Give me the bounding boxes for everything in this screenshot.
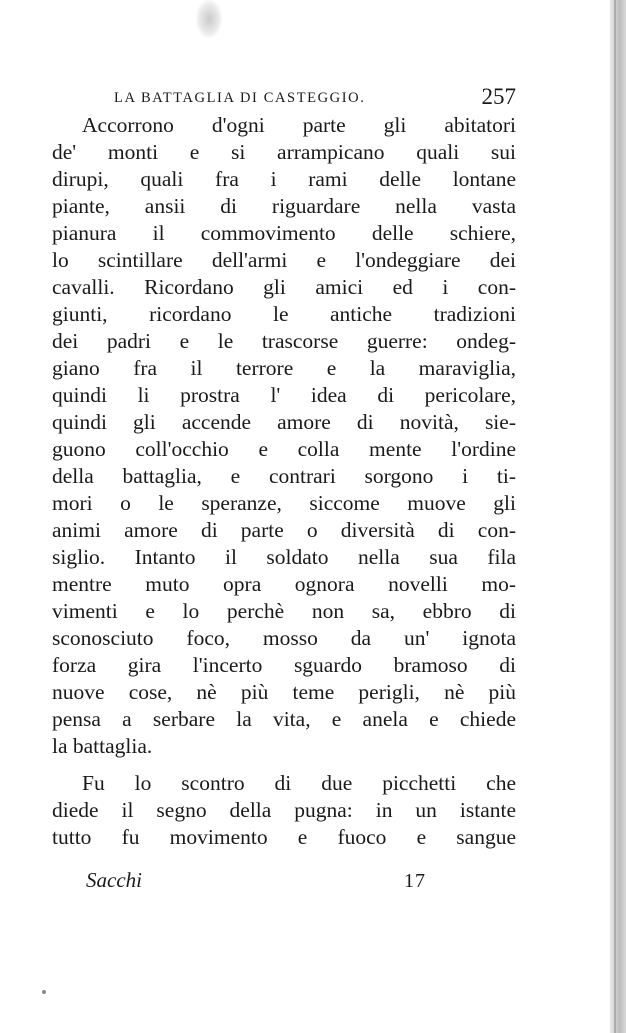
paper-speck [42, 990, 46, 994]
text-line: quindi li prostra l' idea di pericolare, [52, 383, 516, 407]
sheet-number: 17 [404, 870, 426, 892]
text-line: mentre muto opra ognora novelli mo- [52, 572, 516, 596]
text-line: della battaglia, e contrari sorgono i ti- [52, 464, 516, 488]
text-line: lo scintillare dell'armi e l'ondeggiare dei [52, 248, 516, 272]
page-footer [86, 868, 446, 898]
paragraph [52, 770, 516, 851]
text-line: giunti, ricordano le antiche tradizioni [52, 302, 516, 326]
text-line: pensa a serbare la vita, e anela e chiede [52, 707, 516, 731]
text-line: Accorrono d'ogni parte gli abitatori [82, 113, 516, 137]
text-line: vimenti e lo perchè non sa, ebbro di [52, 599, 516, 623]
page-number: 257 [481, 84, 516, 109]
text-line: diede il segno della pugna: in un istante [52, 798, 516, 822]
text-line: nuove cose, nè più teme perigli, nè più [52, 680, 516, 704]
text-line: sconosciuto foco, mosso da un' ignota [52, 626, 516, 650]
text-line: dirupi, quali fra i rami delle lontane [52, 167, 516, 191]
text-line: dei padri e le trascorse guerre: ondeg- [52, 329, 516, 353]
paragraph-gap [52, 760, 516, 770]
paragraph [52, 112, 516, 760]
text-line: guono coll'occhio e colla mente l'ordine [52, 437, 516, 461]
text-line: forza gira l'incerto sguardo bramoso di [52, 653, 516, 677]
text-line: la battaglia. [52, 734, 153, 758]
running-head: LA BATTAGLIA DI CASTEGGIO. [114, 90, 366, 106]
text-line: de' monti e si arrampicano quali sui [52, 140, 516, 164]
signature-mark: Sacchi [86, 868, 142, 892]
text-line: siglio. Intanto il soldato nella sua fila [52, 545, 516, 569]
paper-stain [196, 0, 222, 38]
text-line: quindi gli accende amore di novità, sie- [52, 410, 516, 434]
text-line: Fu lo scontro di due picchetti che [82, 771, 516, 795]
text-line: cavalli. Ricordano gli amici ed i con- [52, 275, 516, 299]
text-line: piante, ansii di riguardare nella vasta [52, 194, 516, 218]
page-edge [610, 0, 626, 1033]
text-line: animi amore di parte o diversità di con- [52, 518, 516, 542]
text-line: mori o le speranze, siccome muove gli [52, 491, 516, 515]
body-text [52, 112, 516, 851]
text-line: giano fra il terrore e la maraviglia, [52, 356, 516, 380]
text-line: tutto fu movimento e fuoco e sangue [52, 825, 516, 849]
text-line: pianura il commovimento delle schiere, [52, 221, 516, 245]
